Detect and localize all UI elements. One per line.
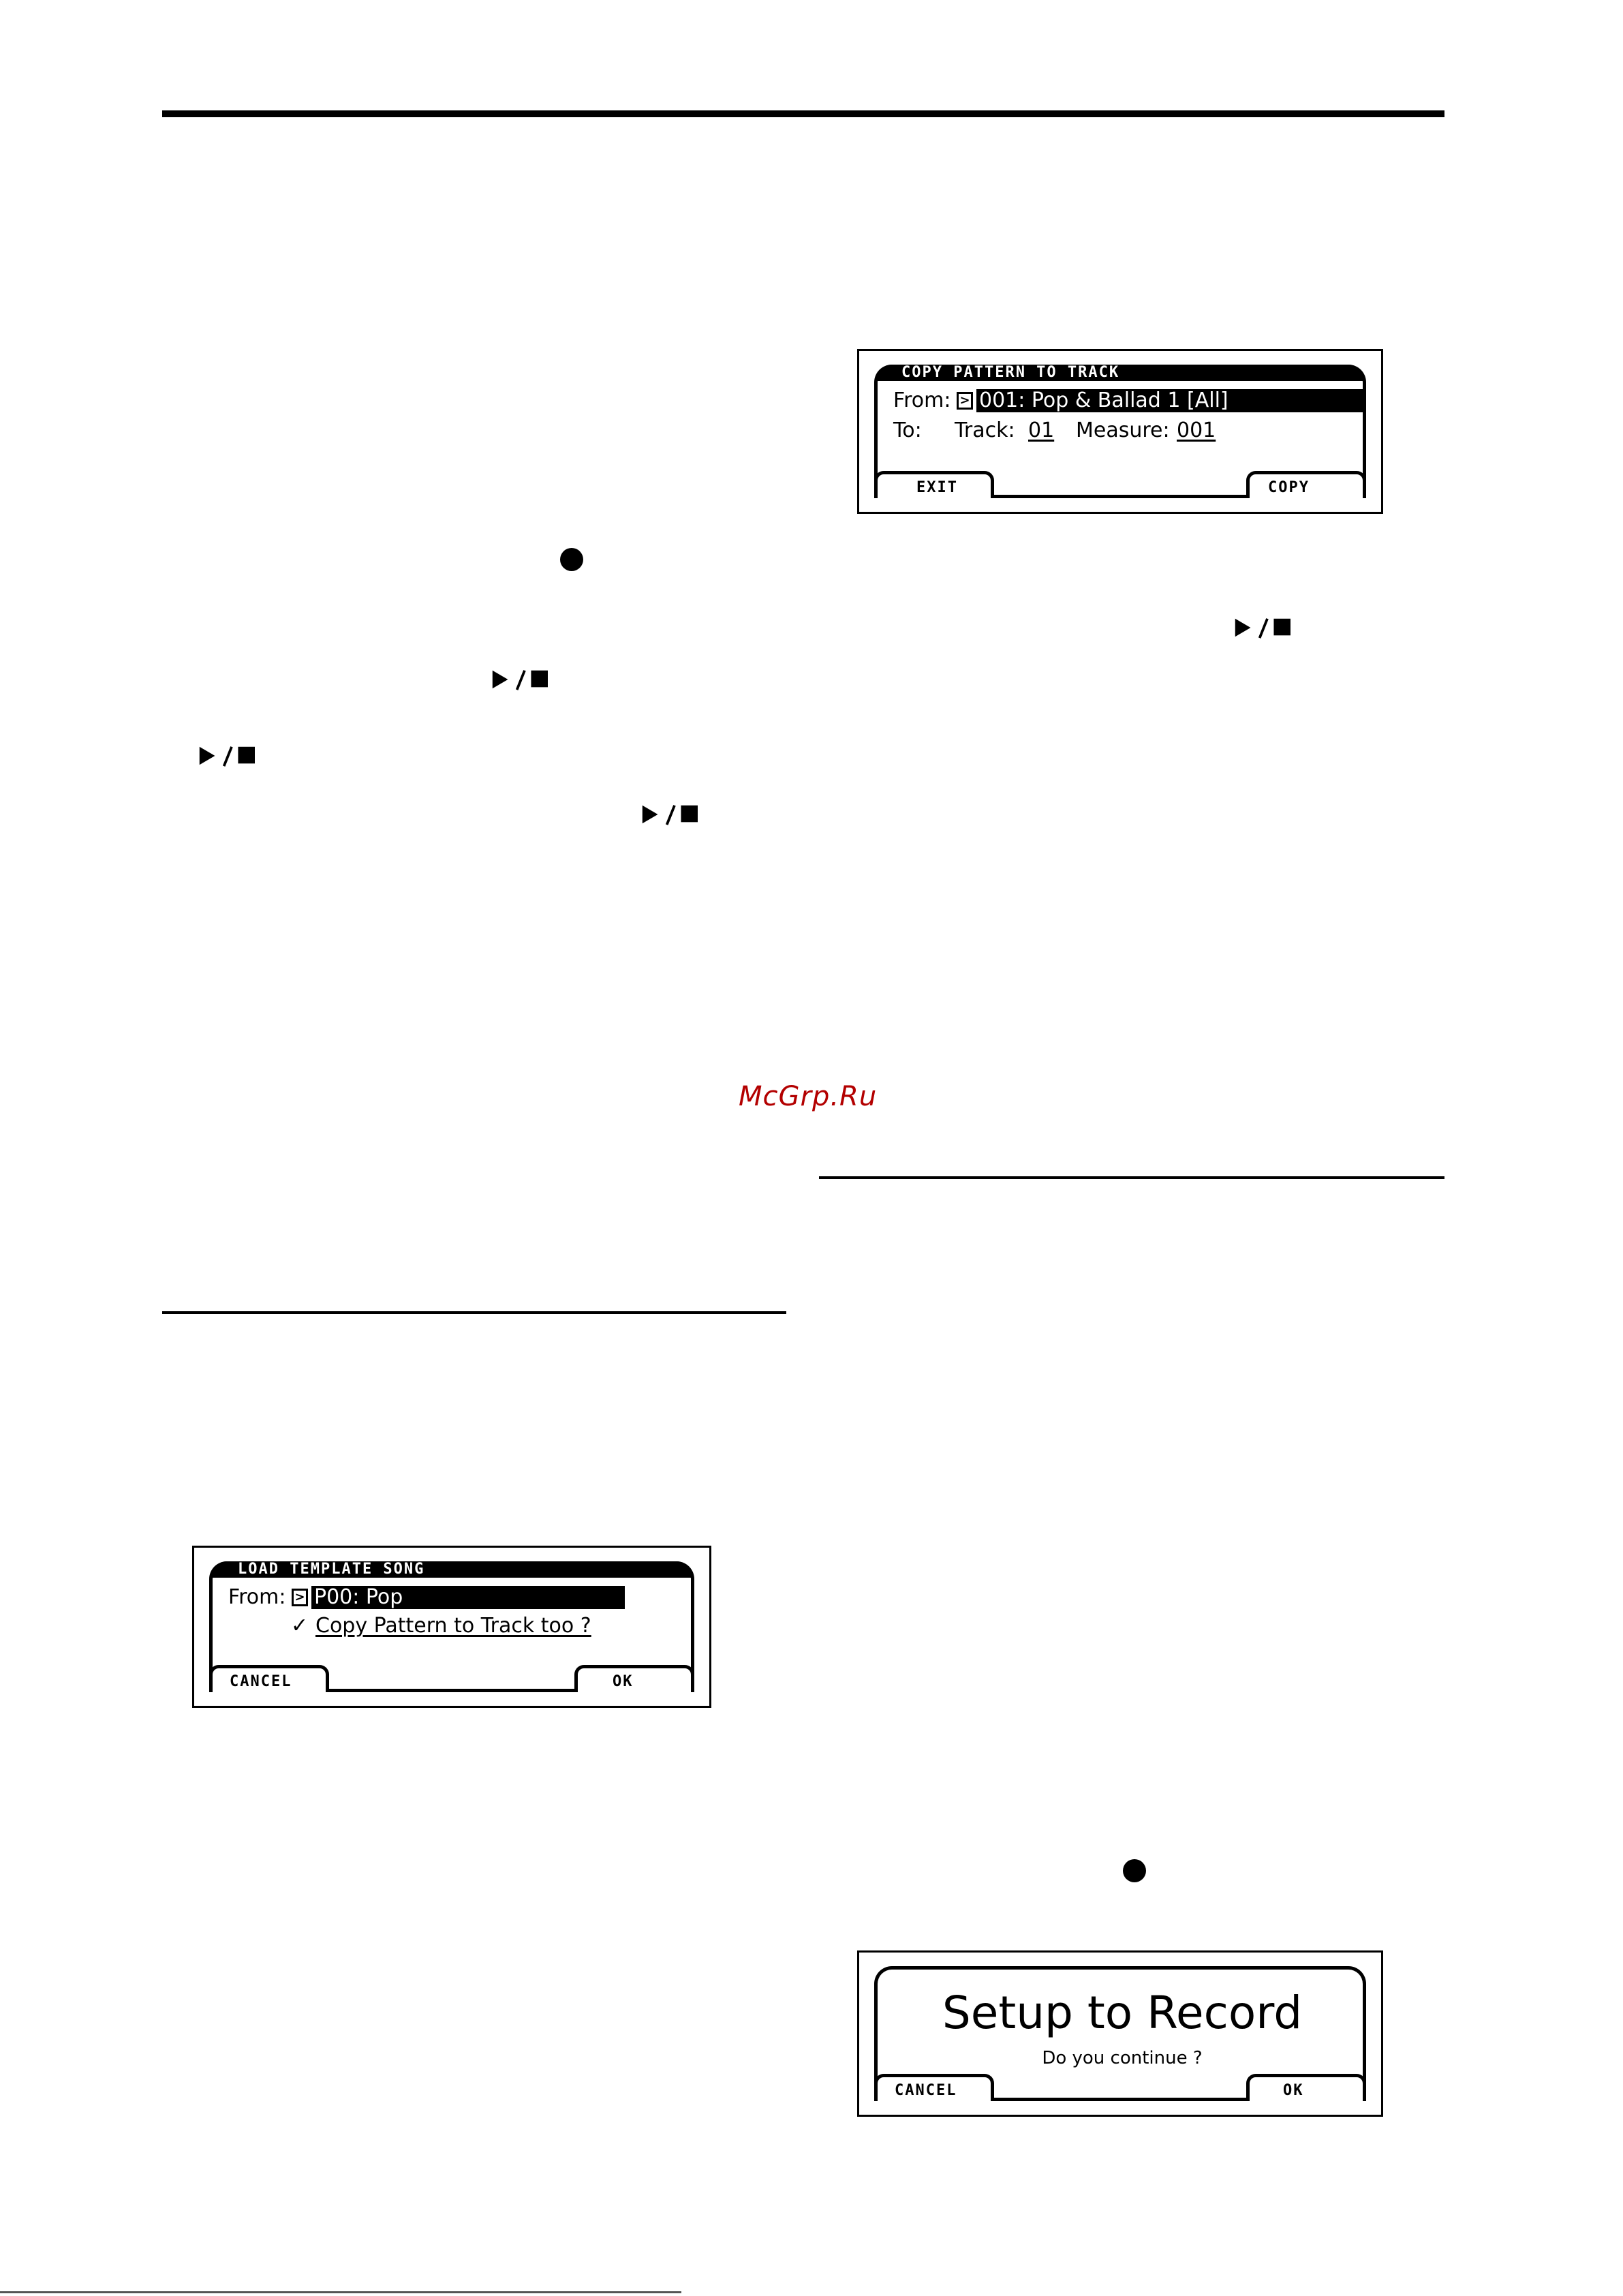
screen-message: Do you continue ? bbox=[1042, 2048, 1203, 2068]
play-stop-icon bbox=[491, 668, 559, 691]
header-rule bbox=[162, 110, 1444, 117]
ok-button-label: OK bbox=[613, 1673, 634, 1690]
exit-button-label: EXIT bbox=[916, 479, 958, 496]
copy-pattern-screen bbox=[857, 349, 1383, 514]
chevron-right-icon[interactable]: > bbox=[292, 1589, 308, 1606]
setup-record-screen bbox=[857, 1950, 1383, 2117]
from-label: From: bbox=[228, 1585, 286, 1609]
screen-heading: Setup to Record bbox=[942, 1987, 1303, 2039]
copy-pattern-checkbox-label[interactable]: Copy Pattern to Track too ? bbox=[315, 1614, 591, 1638]
from-value-field[interactable]: 001: Pop & Ballad 1 [All] bbox=[976, 389, 1363, 412]
measure-label: Measure: bbox=[1076, 418, 1170, 442]
record-icon bbox=[1123, 1859, 1146, 1882]
record-icon bbox=[560, 548, 583, 571]
copy-button-label: COPY bbox=[1268, 479, 1310, 496]
section-rule-right bbox=[819, 1176, 1444, 1179]
screen-title: COPY PATTERN TO TRACK bbox=[901, 364, 1120, 381]
ok-button[interactable] bbox=[1246, 2074, 1366, 2101]
footer-rule bbox=[0, 2291, 681, 2293]
chevron-right-icon[interactable]: > bbox=[957, 392, 973, 410]
cancel-button-label: CANCEL bbox=[895, 2082, 957, 2099]
from-label: From: bbox=[893, 388, 951, 412]
screen-title: LOAD TEMPLATE SONG bbox=[238, 1561, 425, 1578]
ok-button-label: OK bbox=[1283, 2082, 1304, 2099]
ok-button[interactable] bbox=[574, 1665, 694, 1692]
watermark: McGrp.Ru bbox=[739, 1081, 878, 1112]
play-stop-icon bbox=[1233, 616, 1301, 639]
play-stop-icon bbox=[198, 744, 266, 767]
measure-value-field[interactable]: 001 bbox=[1177, 418, 1216, 442]
to-label: To: bbox=[893, 418, 922, 442]
from-value-field[interactable]: P00: Pop bbox=[311, 1586, 625, 1609]
checkmark-icon[interactable]: ✓ bbox=[291, 1614, 309, 1638]
cancel-button-label: CANCEL bbox=[230, 1673, 292, 1690]
section-rule-left bbox=[162, 1311, 786, 1314]
load-template-screen bbox=[192, 1546, 711, 1708]
track-label: Track: bbox=[955, 418, 1015, 442]
track-value-field[interactable]: 01 bbox=[1028, 418, 1055, 442]
play-stop-icon bbox=[640, 803, 709, 826]
